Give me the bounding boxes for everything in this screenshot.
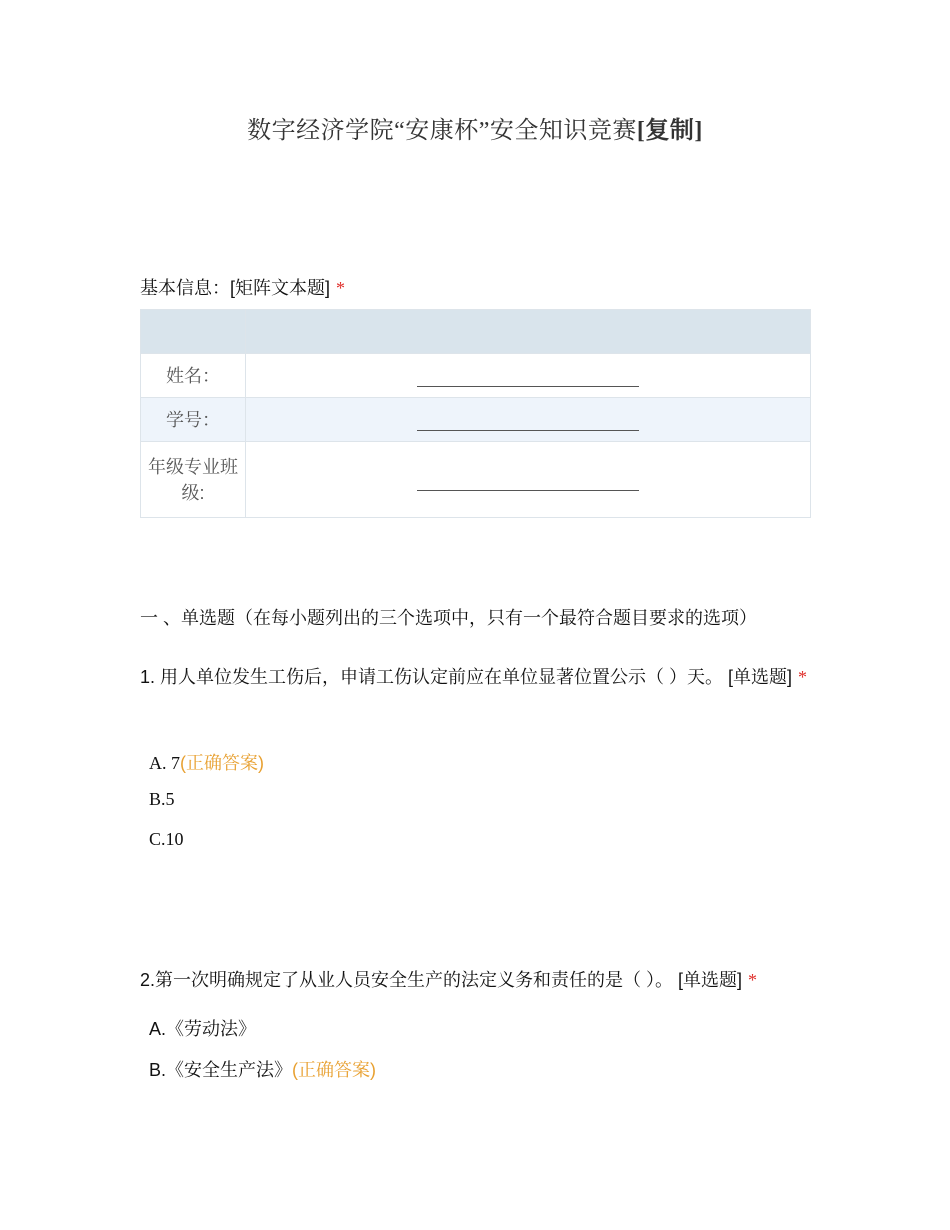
matrix-row-label: 学号： [141,398,246,442]
correct-answer-tag: (正确答案) [292,1060,377,1080]
section-title: 一 、单选题（在每小题列出的三个选项中，只有一个最符合题目要求的选项） [140,608,757,628]
student-id-blank-line [417,418,639,431]
title-suffix: [复制] [636,118,703,144]
matrix-row-label: 年级专业班级: [141,442,246,518]
basic-info-label [140,274,345,300]
question-1-text: 1. 用人单位发生工伤后，申请工伤认定前应在单位显著位置公示（ ）天。 [单选题] [140,667,793,687]
option-label: A.《劳动法》 [149,1019,257,1039]
matrix-row-name [141,354,811,398]
matrix-header-corner [141,310,246,354]
title-text: 数字经济学院“安康杯”安全知识竞赛 [247,118,637,144]
student-id-input[interactable] [246,398,811,442]
name-blank-line [417,374,639,387]
basic-info-text: 基本信息：[矩阵文本题] [140,278,331,298]
class-input[interactable] [246,442,811,518]
matrix-header-row [141,310,811,354]
question-1-option-c[interactable] [149,829,184,850]
basic-info-matrix [140,309,811,518]
question-2 [140,962,810,998]
option-label: B.《安全生产法》 [149,1060,293,1080]
option-label: B.5 [149,789,175,809]
class-blank-line [417,478,639,491]
required-mark: * [798,667,808,687]
option-label: C.10 [149,829,184,849]
required-mark: * [336,278,346,298]
matrix-row-label: 姓名： [141,354,246,398]
matrix-row-class [141,442,811,518]
page-title [0,110,950,145]
question-1-option-a[interactable] [149,749,264,775]
question-1-option-b[interactable] [149,789,175,810]
question-1 [140,659,810,695]
correct-answer-tag: (正确答案) [180,753,264,773]
required-mark: * [748,970,758,990]
matrix-row-student-id [141,398,811,442]
name-input[interactable] [246,354,811,398]
question-2-text: 2.第一次明确规定了从业人员安全生产的法定义务和责任的是（ ）。 [单选题] [140,970,743,990]
option-label: A. 7 [149,753,180,773]
matrix-header-cell [246,310,811,354]
question-2-option-a[interactable] [149,1015,256,1041]
question-2-option-b[interactable] [149,1056,376,1082]
